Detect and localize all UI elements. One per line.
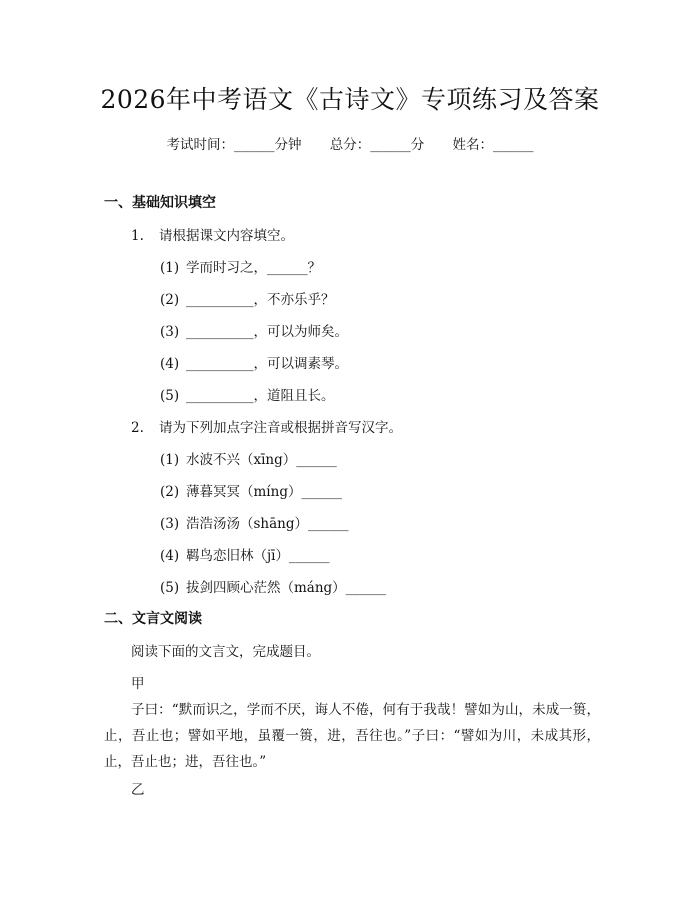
item-text: __________，不亦乐乎？ (186, 292, 335, 308)
item-number: (4) (160, 356, 180, 372)
exam-info (0, 133, 700, 153)
item-text: __________，可以调素琴。 (186, 356, 348, 372)
q2-item-5 (160, 576, 386, 596)
item-number: (2) (160, 484, 180, 500)
question-text: 请为下列加点字注音或根据拼音写汉字。 (159, 420, 402, 436)
item-text: __________，道阻且长。 (186, 388, 335, 404)
item-number: (2) (160, 292, 180, 308)
passage-label-b: 乙 (131, 782, 145, 798)
item-text: 薄暮冥冥（míng）______ (186, 484, 342, 500)
question-number: 2. (131, 420, 144, 436)
q2-item-3 (160, 512, 349, 532)
item-text: 水波不兴（xīng）______ (186, 452, 337, 468)
item-number: (5) (160, 580, 180, 596)
question-number: 1. (131, 228, 144, 244)
question-text: 请根据课文内容填空。 (159, 228, 294, 244)
item-number: (4) (160, 548, 180, 564)
item-text: 浩浩汤汤（shāng）______ (186, 516, 349, 532)
q2-item-2 (160, 480, 342, 500)
item-text: 拔剑四顾心茫然（máng）______ (186, 580, 387, 596)
question-1 (131, 224, 294, 244)
q2-item-4 (160, 544, 330, 564)
q1-item-3 (160, 320, 348, 340)
item-number: (3) (160, 324, 180, 340)
item-number: (5) (160, 388, 180, 404)
item-number: (1) (160, 260, 180, 276)
item-number: (3) (160, 516, 180, 532)
q1-item-2 (160, 288, 335, 308)
q1-item-4 (160, 352, 348, 372)
page-title: 2026年中考语文《古诗文》专项练习及答案 (100, 85, 600, 114)
section-heading-1: 一、基础知识填空 (104, 195, 216, 211)
reading-instruction: 阅读下面的文言文，完成题目。 (131, 644, 320, 660)
q1-item-5 (160, 384, 335, 404)
section-heading-2: 二、文言文阅读 (104, 611, 202, 627)
exam-score: 总分：______分 (329, 137, 425, 153)
item-text: 学而时习之，______？ (186, 260, 321, 276)
student-name: 姓名：______ (452, 137, 534, 153)
item-text: 羁鸟恋旧林（jī）______ (186, 548, 330, 564)
q2-item-1 (160, 448, 337, 468)
item-number: (1) (160, 452, 180, 468)
item-text: __________，可以为师矣。 (186, 324, 348, 340)
exam-time: 考试时间：______分钟 (166, 137, 302, 153)
question-2 (131, 416, 402, 436)
passage-label-a: 甲 (131, 676, 145, 692)
passage-a: 子曰：“默而识之，学而不厌，诲人不倦，何有于我哉！譬如为山，未成一篑，止，吾止也；譬如平地，虽覆一篑，进，吾往也。”子曰：“譬如为川，未成其形，止，吾止也；进，吾往也。” (104, 702, 600, 770)
q1-item-1 (160, 256, 321, 276)
